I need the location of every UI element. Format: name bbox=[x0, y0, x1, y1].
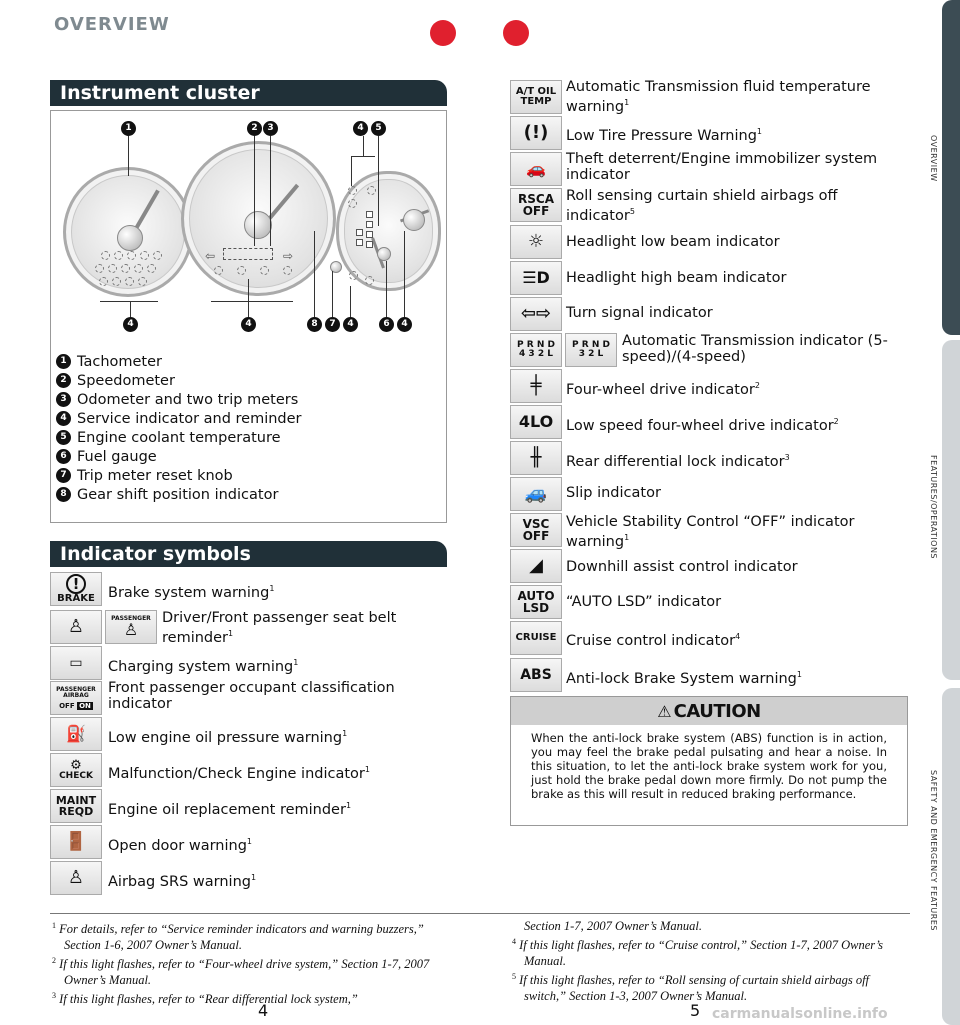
arrow-left-icon: ⇦ bbox=[205, 249, 216, 263]
tab-features[interactable] bbox=[942, 340, 960, 680]
leader-line bbox=[130, 301, 131, 317]
indicator-label: Brake system warning$^1$ bbox=[108, 584, 275, 601]
exclaim-circle-icon: ! bbox=[66, 574, 86, 594]
tab-overview[interactable] bbox=[942, 0, 960, 335]
passenger-airbag-icon: PASSENGER AIRBAG OFF ON bbox=[50, 681, 102, 715]
indicator-label: Cruise control indicator$^4$ bbox=[566, 632, 741, 649]
indicator-label: Low engine oil pressure warning$^1$ bbox=[108, 729, 348, 746]
caution-box bbox=[510, 696, 908, 826]
indicator-label: Headlight high beam indicator bbox=[566, 270, 787, 286]
callout-2: 2 bbox=[247, 121, 262, 136]
legend-item: 3 Odometer and two trip meters bbox=[56, 391, 298, 410]
tab-label-overview: OVERVIEW bbox=[929, 135, 938, 182]
at-oil-temp-icon: A/T OIL TEMP bbox=[510, 80, 562, 114]
leader-line bbox=[351, 156, 375, 157]
indicator-label: Four-wheel drive indicator$^2$ bbox=[566, 381, 760, 398]
oil-can-icon: ⛽ bbox=[50, 717, 102, 751]
indicator-label: Roll sensing curtain shield airbags off indicator$^5$ bbox=[566, 188, 838, 224]
leader-line bbox=[363, 136, 364, 156]
turn-signal-icon: ⇦⇨ bbox=[510, 297, 562, 331]
callout-3: 3 bbox=[263, 121, 278, 136]
legend-item: 5 Engine coolant temperature bbox=[56, 429, 281, 448]
maint-reqd-icon: MAINT REQD bbox=[50, 789, 102, 823]
odometer-display bbox=[223, 248, 273, 260]
legend-item: 1 Tachometer bbox=[56, 353, 162, 372]
caution-title: CAUTION bbox=[673, 700, 761, 722]
red-dot-decor bbox=[503, 20, 529, 46]
indicator-label: Headlight low beam indicator bbox=[566, 234, 780, 250]
leader-line bbox=[378, 136, 379, 226]
leader-line bbox=[332, 271, 333, 317]
vsc-off-icon: VSC OFF bbox=[510, 513, 562, 547]
abs-icon: ABS bbox=[510, 658, 562, 692]
legend-item: 4 Service indicator and reminder bbox=[56, 410, 302, 429]
indicator-label: Engine oil replacement reminder$^1$ bbox=[108, 801, 352, 818]
brake-icon-text: BRAKE bbox=[57, 593, 95, 604]
indicator-label: Downhill assist control indicator bbox=[566, 559, 798, 575]
callout-bottom-4c: 4 bbox=[343, 317, 358, 332]
page-title: OVERVIEW bbox=[54, 14, 170, 35]
indicator-label: Automatic Transmission indicator (5-speed)/(4-speed) bbox=[622, 333, 888, 365]
speed-hub bbox=[244, 211, 272, 239]
indicator-label: Automatic Transmission fluid temperature warning$^1$ bbox=[566, 79, 871, 115]
indicators-section-header: Indicator symbols bbox=[50, 541, 447, 567]
callout-4: 4 bbox=[353, 121, 368, 136]
indicator-label: Front passenger occupant classification indicator bbox=[108, 680, 395, 712]
callout-bottom-7: 7 bbox=[325, 317, 340, 332]
footnotes-left: $^1$ For details, refer to “Service reminder indicators and warning buzzers,” Section 1-6, 2007 Owner’s Manual. $^2$ If this light flashes, refer to “Four-wheel drive system,” Section 1-7, 2007 Owner’s Manual. $^3$ If this light flashes, refer to “Rear differential lock system,” bbox=[52, 921, 430, 1007]
footnotes-right: Section 1-7, 2007 Owner’s Manual. $^4$ If this light flashes, refer to “Cruise control,” Section 1-7, 2007 Owner’s Manual. $^5$ If this light flashes, refer to “Roll sensing of curtain shield airbags off switch,” Section 1-3, 2007 Owner’s Manual. bbox=[512, 919, 884, 1004]
indicator-label: Low Tire Pressure Warning$^1$ bbox=[566, 127, 763, 144]
callout-bottom-4a: 4 bbox=[123, 317, 138, 332]
at-indicator-4speed-icon: P R N D 3 2 L bbox=[565, 333, 617, 367]
4wd-icon: ╪ bbox=[510, 369, 562, 403]
indicator-label: Charging system warning$^1$ bbox=[108, 658, 299, 675]
callout-bottom-4b: 4 bbox=[241, 317, 256, 332]
indicator-label: Rear differential lock indicator$^3$ bbox=[566, 453, 790, 470]
footnote-divider bbox=[50, 913, 910, 914]
page-number-right: 5 bbox=[690, 1001, 701, 1020]
temp-hub bbox=[403, 209, 425, 231]
battery-icon: ▭ bbox=[50, 646, 102, 680]
callout-5: 5 bbox=[371, 121, 386, 136]
rear-diff-lock-icon: ╫ bbox=[510, 441, 562, 475]
tab-label-features: FEATURES/OPERATIONS bbox=[929, 455, 938, 560]
caution-text: When the anti-lock brake system (ABS) function is in action, you may feel the brake pedal pulsating and hear a noise. In this situation, to let the anti-lock brake system work for you, just hold the brake pedal down more firmly. Do not pump the brake as this will result in reduced braking performance. bbox=[531, 731, 887, 801]
4lo-icon: 4LO bbox=[510, 405, 562, 439]
indicator-label: Airbag SRS warning$^1$ bbox=[108, 873, 257, 890]
leader-line bbox=[128, 136, 129, 176]
low-beam-icon: ☼ bbox=[510, 225, 562, 259]
indicator-label: Turn signal indicator bbox=[566, 305, 713, 321]
seatbelt-passenger-icon: PASSENGER ♙ bbox=[105, 610, 157, 644]
cluster-section-header: Instrument cluster bbox=[50, 80, 447, 106]
leader-line bbox=[100, 301, 158, 302]
at-indicator-5speed-icon: P R N D 4 3 2 L bbox=[510, 333, 562, 367]
indicator-label: Theft deterrent/Engine immobilizer system indicator bbox=[566, 151, 878, 183]
tach-hub bbox=[117, 225, 143, 251]
leader-line bbox=[350, 286, 351, 317]
cruise-icon: CRUISE bbox=[510, 621, 562, 655]
slip-icon: 🚙 bbox=[510, 477, 562, 511]
rsca-off-icon: RSCA OFF bbox=[510, 188, 562, 222]
indicator-label: Malfunction/Check Engine indicator$^1$ bbox=[108, 765, 370, 782]
open-door-icon: 🚪 bbox=[50, 825, 102, 859]
leader-line bbox=[404, 231, 405, 317]
leader-line bbox=[211, 301, 293, 302]
fuel-hub bbox=[377, 247, 391, 261]
caution-bar bbox=[511, 697, 907, 725]
tire-pressure-icon: (!) bbox=[510, 116, 562, 150]
watermark: carmanualsonline.info bbox=[712, 1006, 888, 1022]
indicator-label: Low speed four-wheel drive indicator$^2$ bbox=[566, 417, 839, 434]
legend-item: 6 Fuel gauge bbox=[56, 448, 157, 467]
callout-bottom-4d: 4 bbox=[397, 317, 412, 332]
callout-bottom-8: 8 bbox=[307, 317, 322, 332]
legend-item: 8 Gear shift position indicator bbox=[56, 486, 278, 505]
indicator-label: Slip indicator bbox=[566, 485, 661, 501]
leader-line bbox=[270, 136, 271, 246]
page-number-left: 4 bbox=[258, 1001, 269, 1020]
high-beam-icon: ☰D bbox=[510, 261, 562, 295]
airbag-icon: ♙ bbox=[50, 861, 102, 895]
callout-1: 1 bbox=[121, 121, 136, 136]
leader-line bbox=[351, 156, 352, 186]
tab-safety[interactable] bbox=[942, 688, 960, 1025]
warning-triangle-icon: ⚠ bbox=[657, 701, 672, 721]
red-dot-decor bbox=[430, 20, 456, 46]
indicator-label: Open door warning$^1$ bbox=[108, 837, 253, 854]
leader-line bbox=[314, 231, 315, 317]
arrow-right-icon: ⇨ bbox=[283, 249, 294, 263]
callout-bottom-6: 6 bbox=[379, 317, 394, 332]
seatbelt-driver-icon: ♙ bbox=[50, 610, 102, 644]
side-tabs bbox=[940, 0, 960, 1025]
leader-line bbox=[386, 261, 387, 317]
passenger-icon-text: PASSENGER bbox=[111, 615, 151, 622]
check-engine-icon: ⚙ CHECK bbox=[50, 753, 102, 787]
indicator-label: Anti-lock Brake System warning$^1$ bbox=[566, 670, 802, 687]
indicator-label: Vehicle Stability Control “OFF” indicator warning$^1$ bbox=[566, 514, 855, 550]
leader-line bbox=[254, 136, 255, 246]
car-theft-icon: 🚗 bbox=[510, 152, 562, 186]
indicator-label: “AUTO LSD” indicator bbox=[566, 594, 722, 610]
brake-warning-icon bbox=[50, 572, 102, 606]
leader-line bbox=[248, 279, 249, 317]
auto-lsd-icon: AUTO LSD bbox=[510, 585, 562, 619]
indicator-label: Driver/Front passenger seat belt reminder$^1$ bbox=[162, 610, 397, 646]
legend-item: 7 Trip meter reset knob bbox=[56, 467, 233, 486]
legend-item: 2 Speedometer bbox=[56, 372, 175, 391]
downhill-assist-icon: ◢ bbox=[510, 549, 562, 583]
tab-label-safety: SAFETY AND EMERGENCY FEATURES bbox=[929, 770, 938, 931]
